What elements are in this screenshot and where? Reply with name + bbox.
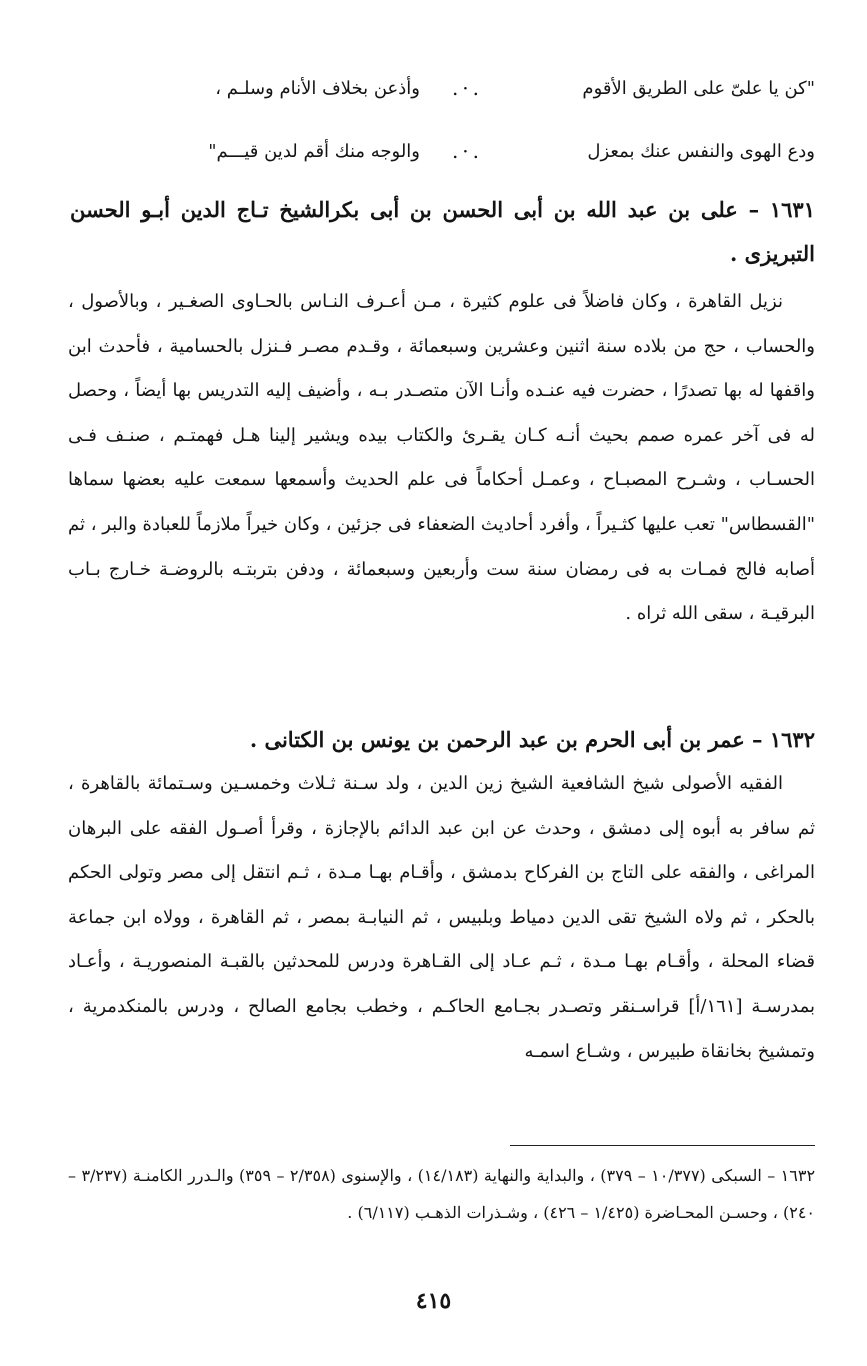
verse-separator: .·. <box>451 139 484 163</box>
footnotes: ١٦٣٢ – السبكى (١٠/٣٧٧ – ٣٧٩) ، والبداية والنهاية (١٤/١٨٣) ، والإسنوى (٢/٣٥٨ – ٣٥٩) والـدرر الكامنـة (٣/٢٣٧ – ٢٤٠) ، وحسـن المحـاضرة (١/٤٢٥ – ٤٢٦) ، وشـذرات الذهـب (٦/١١٧) . <box>68 1166 816 1222</box>
entry-1631-body <box>68 280 815 637</box>
entry-1631-heading: ١٦٣١ – على بن عبد الله بن أبى الحسن بن أبى بكرالشيخ تـاج الدين أبـو الحسن التبريزى . <box>70 197 815 266</box>
verse-separator: .·. <box>451 76 484 100</box>
verse-hemistich-first: ودع الهوى والنفس عنك بمعزل <box>587 140 815 162</box>
entry-1632-heading: ١٦٣٢ – عمر بن أبى الحرم بن عبد الرحمن بن يونس بن الكتانى . <box>249 727 815 752</box>
footnote-separator <box>510 1145 815 1146</box>
entry-1632-body <box>68 762 815 1074</box>
verse-line-2 <box>130 133 815 169</box>
verse-hemistich-first: "كن يا علىّ على الطريق الأقوم <box>582 77 815 99</box>
page-number: ٤١٥ <box>415 1288 452 1314</box>
verse-hemistich-second: وأذعن بخلاف الأنام وسلـم ، <box>215 77 420 99</box>
verse-line-1 <box>130 70 815 106</box>
verse-hemistich-second: والوجه منك أقم لدين قيـــم" <box>208 140 420 162</box>
entry-1632-body-text: الفقيه الأصولى شيخ الشافعية الشيخ زين الدين ، ولد سـنة ثـلاث وخمسـين وسـتمائة بالقاهرة ، ثم سافر به أبوه إلى دمشق ، وحدث عن ابن عبد الدائم بالإجازة ، وقرأ أصـول الفقه على البرهان المراغى ، والفقه على التاج بن الفركاح بدمشق ، وأقـام بهـا مـدة ، ثـم انتقل إلى مصر وتولى الحكم بالحكر ، ثم ولاه الشيخ تقى الدين دمياط وبلبيس ، ثم النيابـة بمصر ، ثم القاهرة ، وولاه ابن جماعة قضاء المحلة ، وأقـام بهـا مـدة ، ثـم عـاد إلى القـاهرة ودرس للمحدثين بالقبـة المنصوريـة ، وأعـاد بمدرسـة [١٦١/أ] قراسـنقر وتصـدر بجـامع الحاكـم ، وخطب بجامع الصالح ، ودرس بالمنكدمرية ، وتمشيخ بخانقاة طبيرس ، وشـاع اسمـه <box>68 773 815 1062</box>
entry-1631-body-text: نزيل القاهرة ، وكان فاضلاً فى علوم كثيرة ، مـن أعـرف النـاس بالحـاوى الصغـير ، وبالأصول ، والحساب ، حج من بلاده سنة اثنين وعشرين وسبعمائة ، وقـدم مصـر فـنزل بالحسامية ، فأحدث ابن واقفها له بها تصدرًا ، حضرت فيه عنـده وأنـا الآن متصـدر بـه ، وأضيف إليه التدريس بها أيضاً ، وحصل له فى آخر عمره صمم بحيث أنـه كـان يقـرئ والكتاب بيده ويشير إلينا هـل فهمتـم ، صنـف فـى الحسـاب ، وشـرح المصبـاح ، وعمـل أحكاماً فى علم الحديث وأسمعها سمعت عليه بعضها سماها "القسطاس" تعب عليها كثـيراً ، وأفرد أحاديث الضعفاء فى جزئين ، وكان خيراً ملازماً للعبادة والبر ، ثم أصابه فالج فمـات به فى رمضان سنة ست وأربعين وسبعمائة ، ودفن بتربتـه بالروضـة خـارج بـاب البرقيـة ، سقى الله ثراه . <box>68 291 815 625</box>
